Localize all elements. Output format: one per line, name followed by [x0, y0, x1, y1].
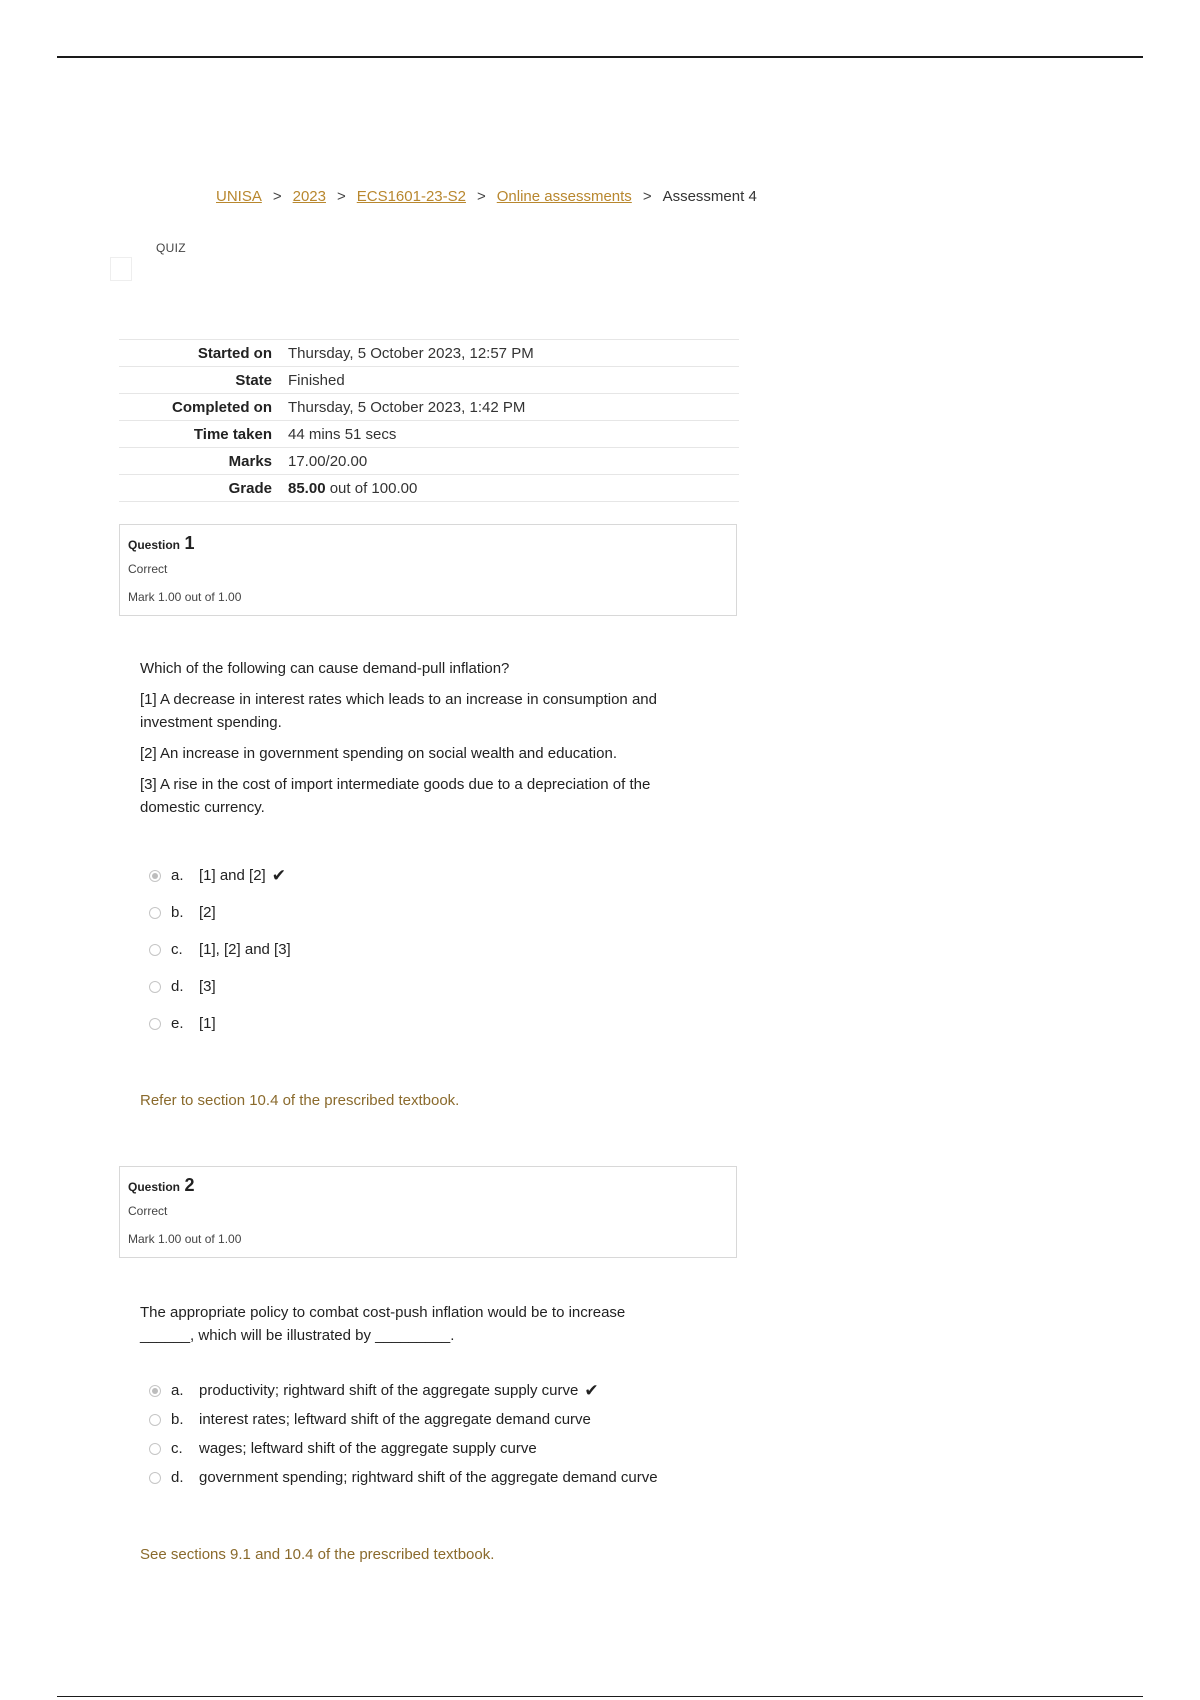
answer-text: interest rates; leftward shift of the aggregate demand curve: [199, 1411, 591, 1428]
attempt-summary-table: [119, 339, 739, 502]
radio-button[interactable]: [149, 870, 161, 882]
answer-option[interactable]: [149, 894, 291, 931]
answer-option[interactable]: [149, 968, 291, 1005]
summary-value: Thursday, 5 October 2023, 1:42 PM: [288, 394, 739, 421]
question-title: Question: [128, 1180, 181, 1194]
summary-value: 17.00/20.00: [288, 448, 739, 475]
question-prompt: The appropriate policy to combat cost-push inflation would be to increase ______, which will be illustrated by _________.: [140, 1304, 626, 1344]
answer-text: wages; leftward shift of the aggregate supply curve: [199, 1440, 537, 1457]
answer-letter: c.: [171, 1440, 183, 1457]
answer-option[interactable]: [149, 857, 291, 894]
chevron-right-icon: >: [476, 188, 486, 205]
general-feedback: See sections 9.1 and 10.4 of the prescribed textbook.: [140, 1546, 495, 1563]
module-type-label: QUIZ: [156, 241, 186, 255]
answer-text: [1]: [199, 1015, 216, 1032]
bottom-rule: [57, 1696, 1143, 1697]
answer-letter: d.: [171, 978, 184, 995]
question-info-box: [119, 524, 737, 616]
top-rule: [57, 56, 1143, 58]
question-number: 2: [184, 1175, 195, 1195]
chevron-right-icon: >: [642, 188, 652, 205]
answer-letter: b.: [171, 904, 184, 921]
answer-text: [2]: [199, 904, 216, 921]
chevron-right-icon: >: [272, 188, 282, 205]
radio-button[interactable]: [149, 944, 161, 956]
answer-text: government spending; rightward shift of the aggregate demand curve: [199, 1469, 658, 1486]
summary-row: [119, 448, 739, 475]
radio-button[interactable]: [149, 1443, 161, 1455]
radio-button[interactable]: [149, 1414, 161, 1426]
answer-letter: c.: [171, 941, 183, 958]
answer-text: [3]: [199, 978, 216, 995]
radio-button[interactable]: [149, 1018, 161, 1030]
question-text: [140, 657, 700, 827]
checkmark-icon: ✔: [271, 865, 286, 885]
summary-row: [119, 367, 739, 394]
question-mark: Mark 1.00 out of 1.00: [128, 590, 242, 604]
answer-text: [1], [2] and [3]: [199, 941, 291, 958]
summary-label: State: [119, 367, 288, 394]
question-title: Question: [128, 538, 181, 552]
summary-row: [119, 340, 739, 367]
radio-button[interactable]: [149, 1385, 161, 1397]
question-prompt: Which of the following can cause demand-pull inflation?: [140, 660, 510, 677]
answer-text: [1] and [2]: [199, 867, 266, 884]
summary-value-grade: [288, 475, 739, 502]
answer-letter: e.: [171, 1015, 184, 1032]
answer-option[interactable]: [149, 1405, 658, 1434]
grade-value: 85.00: [288, 479, 326, 497]
summary-label: Completed on: [119, 394, 288, 421]
radio-button[interactable]: [149, 981, 161, 993]
question-state: Correct: [128, 1204, 168, 1218]
summary-value: 44 mins 51 secs: [288, 421, 739, 448]
summary-label: Grade: [119, 475, 288, 502]
question-statement: [1] A decrease in interest rates which leads to an increase in consumption and investment spending.: [140, 691, 657, 731]
radio-button[interactable]: [149, 1472, 161, 1484]
general-feedback: Refer to section 10.4 of the prescribed textbook.: [140, 1092, 460, 1109]
summary-label: Time taken: [119, 421, 288, 448]
question-info-box: [119, 1166, 737, 1258]
summary-label: Started on: [119, 340, 288, 367]
breadcrumb-link-unisa[interactable]: UNISA: [216, 188, 262, 205]
radio-button[interactable]: [149, 907, 161, 919]
question-statement: [2] An increase in government spending on social wealth and education.: [140, 745, 617, 762]
question-text: [140, 1301, 680, 1355]
answer-list: [149, 857, 291, 1042]
answer-option[interactable]: [149, 1434, 658, 1463]
breadcrumb-link-year[interactable]: 2023: [292, 188, 326, 205]
quiz-icon: [110, 257, 132, 281]
answer-option[interactable]: [149, 1005, 291, 1042]
answer-letter: a.: [171, 867, 184, 884]
question-number: 1: [184, 533, 195, 553]
answer-letter: b.: [171, 1411, 184, 1428]
question-state: Correct: [128, 562, 168, 576]
summary-row: [119, 394, 739, 421]
answer-option[interactable]: [149, 931, 291, 968]
chevron-right-icon: >: [336, 188, 346, 205]
answer-option[interactable]: [149, 1463, 658, 1492]
breadcrumb-link-course[interactable]: ECS1601-23-S2: [356, 188, 466, 205]
summary-row: [119, 421, 739, 448]
question-mark: Mark 1.00 out of 1.00: [128, 1232, 242, 1246]
summary-row-grade: [119, 475, 739, 502]
breadcrumb-link-online-assessments[interactable]: Online assessments: [496, 188, 632, 205]
breadcrumb: [216, 188, 757, 205]
answer-letter: a.: [171, 1382, 184, 1399]
answer-option[interactable]: [149, 1376, 658, 1405]
answer-letter: d.: [171, 1469, 184, 1486]
answer-text: productivity; rightward shift of the aggregate supply curve: [199, 1382, 579, 1399]
summary-value: Finished: [288, 367, 739, 394]
answer-list: [149, 1376, 658, 1492]
summary-label: Marks: [119, 448, 288, 475]
checkmark-icon: ✔: [584, 1380, 599, 1400]
question-statement: [3] A rise in the cost of import intermediate goods due to a depreciation of the domestic currency.: [140, 776, 651, 816]
breadcrumb-current: Assessment 4: [662, 188, 757, 205]
summary-value: Thursday, 5 October 2023, 12:57 PM: [288, 340, 739, 367]
grade-suffix: out of 100.00: [329, 479, 418, 497]
